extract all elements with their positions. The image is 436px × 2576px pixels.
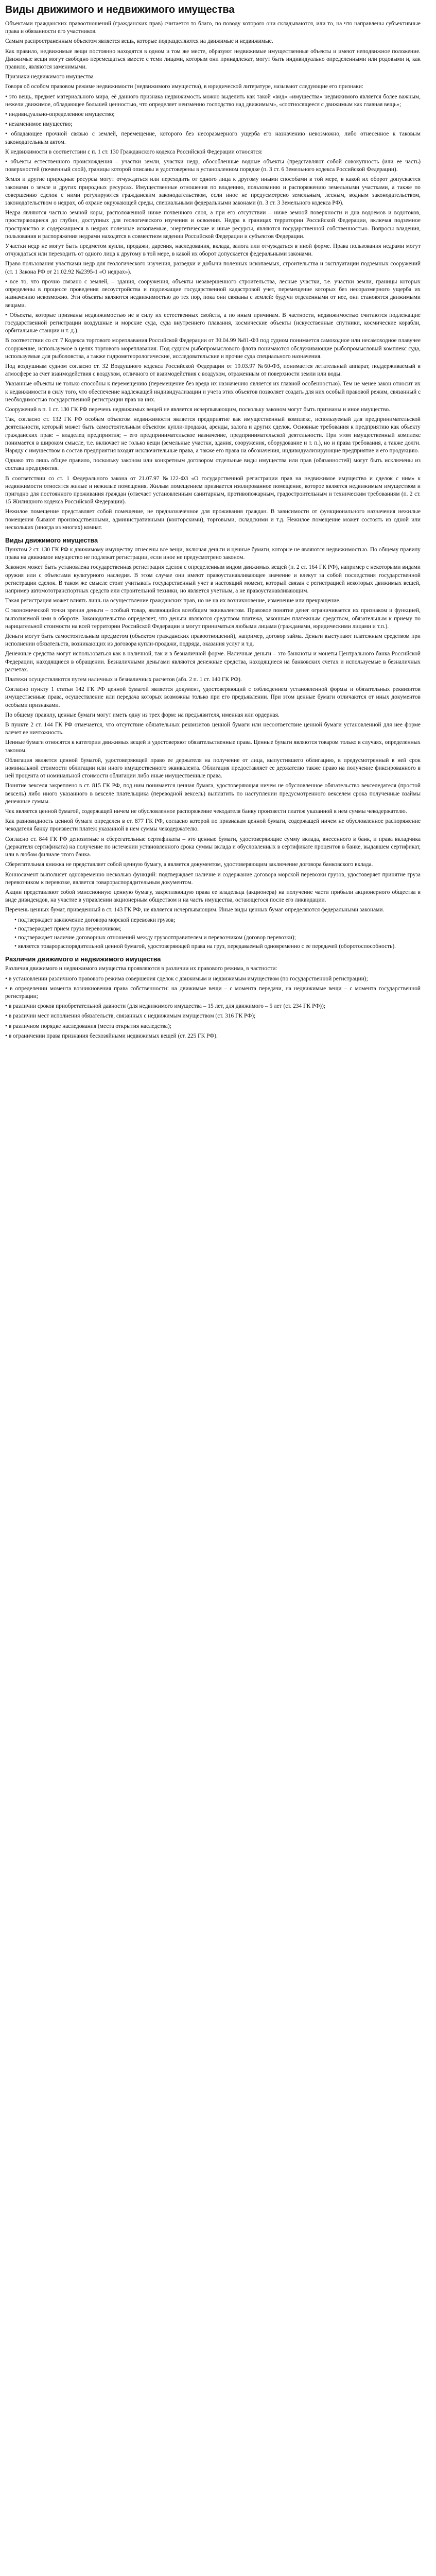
paragraph: Акции представляют собой эмиссионную ценную бумагу, закрепляющую права ее владельца (акционера) на получение части прибыли акционерного общества в виде дивидендов, на участие в управлении акционерным обществом и на часть имущества, остающегося после его ликвидации. [5, 889, 421, 904]
paragraph: • в определении момента возникновения права собственности: на движимые вещи – с момента передачи, на недвижимые вещи – с момента государственной регистрации; [5, 985, 421, 999]
paragraph: Участки недр не могут быть предметом купли, продажи, дарения, наследования, вклада, залога или отчуждаться в иной форме. Права пользования недрами могут отчуждаться или переходить от одного лица к другому в той мере, в какой их оборот допускается федеральными законами. [5, 243, 421, 258]
paragraph: Как разновидность ценной бумаги определен в ст. 877 ГК РФ, согласно которой по признакам ценной бумаги, содержащей ничем не обусловленное распоряжение чекодателя банку произвести платеж указанной в нем суммы чекодержателю. [5, 818, 421, 833]
paragraph: Объектами гражданских правоотношений (гражданских прав) считается то благо, по поводу которого они складываются, или то, на что направлены субъективные права и обязанности его участников. [5, 21, 421, 35]
paragraph: • обладающее прочной связью с землей, перемещение, которого без несоразмерного ущерба его назначению невозможно, либо отнесенное к таковым законодательным актом. [5, 131, 421, 145]
document-body [5, 20, 421, 1040]
paragraph: К недвижимости в соответствии с п. 1 ст. 130 Гражданского кодекса Российской Федерации относятся: [5, 148, 263, 155]
paragraph: Признаки недвижимого имущества [5, 74, 94, 80]
paragraph: Сооружений в п. 1 ст. 130 ГК РФ перечень недвижимых вещей не является исчерпывающим, поскольку законом могут быть признаны и иное имущество. [5, 406, 390, 413]
paragraph: • в различии мест исполнения обязательств, связанных с недвижимым имуществом (ст. 316 ГК РФ); [5, 1013, 256, 1020]
paragraph: Нежилое помещение представляет собой помещение, не предназначенное для проживания граждан. В зависимости от функционального назначения нежилые помещения бывают производственными, административными (конторскими), торговыми, складскими и т.д. Нежилое помещение может состоять из одной или нескольких (иногда из многих) комнат. [5, 509, 421, 531]
paragraph: По общему правилу, ценные бумаги могут иметь одну из трех форм: на предъявителя, именная или ордерная. [5, 711, 280, 718]
paragraph: Перечень ценных бумаг, приведенный в ст. 143 ГК РФ, не является исчерпывающим. Иные виды ценных бумаг определяются федеральными законами. [5, 907, 385, 913]
paragraph: • в ограничении права признания бесхозяйными недвижимых вещей (ст. 225 ГК РФ). [5, 1032, 218, 1039]
page-title: Виды движимого и недвижимого имущества [5, 4, 235, 15]
paragraph: Чек является ценной бумагой, содержащей ничем не обусловленное распоряжение чекодателя банку произвести платеж указанной в нем суммы чекодержателю. [5, 808, 407, 815]
paragraph: Денежные средства могут использоваться как в наличной, так и в безналичной форме. Наличные деньги – это банкноты и монеты Центрального банка Российской Федерации, находящиеся в обращении. Безналичными деньгами являются денежные средства, находящиеся на банковских счетах и используемые в безналичных расчетах. [5, 651, 421, 673]
paragraph: Как правило, недвижимые вещи постоянно находятся в одном и том же месте, образуют недвижимые имущественные объекты и имеют неподвижное положение. Движимые вещи могут свободно перемещаться вместе с теми лицами, которым они принадлежат, могут быть индивидуально определенными или родовыми и, как правило, являются заменимыми. [5, 48, 421, 71]
paragraph: Согласно пункту 1 статьи 142 ГК РФ ценной бумагой является документ, удостоверяющий с соблюдением установленной формы и обязательных реквизитов имущественные права, осуществление или передача которых возможны только при его предъявлении. При этом ценные бумаги отличаются от иных документов особыми признаками. [5, 686, 421, 708]
paragraph: Ценные бумаги относятся к категории движимых вещей и удостоверяют обязательственные права. Ценные бумаги являются товаром только в случаях, определенных законом. [5, 739, 421, 754]
paragraph: В соответствии со ст. 1 Федерального закона от 21.07.97 №122-ФЗ «О государственной регистрации прав на недвижимое имущество и сделок с ним» к недвижимости относятся жилые и нежилые помещения. Жилым помещением признается изолированное помещение, которое является недвижимым имуществом и пригодно для постоянного проживания граждан (отвечает установленным санитарным, противопожарным, градостроительным и техническим требованиям (п. 2 ст. 15 Жилищного кодекса Российской Федерации). [5, 475, 421, 505]
paragraph: Говоря об особом правовом режиме недвижимости (недвижимого имущества), в юридической литературе, называют следующие его признаки: [5, 83, 364, 90]
paragraph: Такая регистрация может влиять лишь на осуществление гражданских прав, но не на их возникновение, изменение или прекращение. [5, 598, 341, 604]
paragraph: Под воздушным судном согласно ст. 32 Воздушного кодекса Российской Федерации от 19.03.97 №60-ФЗ, понимается летательный аппарат, поддерживаемый в атмосфере за счет взаимодействия с воздухом, отличного от взаимодействия с воздухом, отраженным от поверхности земли или воды. [5, 363, 421, 378]
paragraph: Платежи осуществляются путем наличных и безналичных расчетов (абз. 2 п. 1 ст. 140 ГК РФ). [5, 676, 242, 683]
paragraph: Указанные объекты не только способны к перемещению (перемещение без вреда их назначению является их главной особенностью). Тем не менее закон относит их к недвижимости в силу того, что обеспечение надлежащей индивидуализации и учета этих объектов позволяет создать для них особый правовой режим, связанный с необходимостью государственной регистрации прав на них. [5, 381, 421, 403]
paragraph: • объекты естественного происхождения – участки земли, участки недр, обособленные водные объекты (представляют собой совокупность (или ее часть) поверхностей (почвенный слой), границы которой описаны и удостоверены в установленном порядке (п. 3 ст. 6 Земельного кодекса Российской Федерации). [5, 159, 421, 173]
paragraph: • Объекты, которые признаны недвижимостью не в силу их естественных свойств, а по иным причинам. В частности, недвижимостью считаются подлежащие государственной регистрации воздушные и морские суда, суда внутреннего плавания, космические объекты (искусственные спутники, космические корабли, орбитальные станции и т. д.). [5, 312, 421, 334]
paragraph: Самым распространенным объектом является вещь, которые подразделяются на движимые и недвижимые. [5, 38, 273, 45]
paragraph: Однако это лишь общее правило, поскольку законом или конкретным договором отдельные виды имущества или прав (обязанностей) могут быть исключены из состава предприятия. [5, 457, 421, 472]
paragraph: Пунктом 2 ст. 130 ГК РФ к движимому имуществу отнесены все вещи, включая деньги и ценные бумаги, которые не являются недвижимостью. По общему правилу права на движимое имущество не подлежат регистрации, если иное не предусмотрено законом. [5, 546, 421, 561]
section-heading: Различия движимого и недвижимого имущества [5, 956, 161, 963]
paragraph: • в различном порядке наследования (места открытия наследства); [5, 1023, 171, 1029]
paragraph: • индивидуально-определенное имущество; [5, 111, 115, 118]
paragraph: Конносамент выполняет одновременно несколько функций: подтверждает наличие и содержание договора морской перевозки грузов, удостоверяет принятие груза перевозчиком к перевозке, является товарораспорядительным документом. [5, 871, 421, 886]
bullet-list [5, 917, 421, 951]
section-heading: Виды движимого имущества [5, 536, 98, 544]
paragraph: Сберегательная книжка не представляет собой ценную бумагу, а является документом, удостоверяющим заключение договора банковского вклада. [5, 861, 373, 868]
paragraph: • это вещь, предмет материального мира, её данного признака недвижимость можно выделить как такой «вид» «имущества» недвижимого является более важным, нежели движимое, обладающее большей ценностью, что определяет неизменно господство над движимым», «соотносящееся с движимым как главная вещь»; [5, 93, 421, 108]
paragraph: • все то, что прочно связано с землей, – здания, сооружения, объекты незавершенного строительства, лесные участки, т.е. участки земли, границы которых определены в процессе проведения лесоустройства и подлежащие государственной кадастровой учет, перемещение которых без несоразмерного ущерба их назначению невозможно. Эти объекты являются недвижимостью до тех пор, пока они связаны с землей: будучи отделенными от нее, они становятся движимыми вещами. [5, 278, 421, 309]
paragraph: Деньги могут быть самостоятельным предметом (объектом гражданских правоотношений), например, договор займа. Деньги выступают платежным средством при исполнении обязательств, возникающих из договора купли-продажи, подряда, оказания услуг и т.д. [5, 633, 421, 648]
paragraph: Законом может быть установлена государственная регистрация сделок с определенным видом движимых вещей (п. 2 ст. 164 ГК РФ), например с некоторыми видами оружия или с объектами культурного наследия. В этом случае они имеют правоустанавливающее значение и влекут за собой последствия государственной регистрации сделок. В таком же смысле стоит учитывать государственный учет в настоящий момент, который связан с регистрацией некоторых движимых вещей, например автомототранспортных средств или строительной техники, но является учетным, а не правоустанавливающим. [5, 564, 421, 594]
paragraph: Различия движимого и недвижимого имущества проявляются в различии их правового режима, в частности: [5, 965, 277, 972]
paragraph: • в различии сроков приобретательной давности (для недвижимого имущества – 15 лет, для движимого – 5 лет (ст. 234 ГК РФ)); [5, 1003, 325, 1010]
paragraph: Так, согласно ст. 132 ГК РФ особым объектом недвижимости является предприятие как имущественный комплекс, используемый для предпринимательской деятельности, который может быть самостоятельным объектом купли-продажи, аренды, залога и других сделок. Основные требования к предприятию как объекту гражданских прав: – владелец предприятия; – его предпринимательское назначение, предпринимательской деятельности. При этом имущественный комплекс понимается в широком смысле, т.е. включает не только вещи (земельные участки, здания, сооружения, оборудование и т. п.), но и права требования, а также долги. Наряду с имуществом в состав предприятия входят исключительные права, а также его права на обозначения, индивидуализирующие предприятие и его продукцию. [5, 416, 421, 454]
list-item: • подтверждает наличие договорных отношений между грузоотправителем и перевозчиком (договор перевозки); [14, 934, 296, 941]
section [5, 956, 421, 1040]
paragraph: • незаменимое имущество; [5, 121, 73, 128]
paragraph: Облигация является ценной бумагой, удостоверяющей право ее держателя на получение от лица, выпустившего облигацию, в предусмотренный в ней срок номинальной стоимости облигации или иного имущественного эквивалента. Облигация предоставляет ее держателю также право на получение фиксированного в ней процента от номинальной стоимости облигации либо иные имущественные права. [5, 757, 421, 779]
paragraph: Понятие векселя закреплено в ст. 815 ГК РФ, под ним понимается ценная бумага, удостоверяющая ничем не обусловленное обязательство векселедателя (простой вексель) либо иного указанного в векселе плательщика (переводной вексель) выплатить по наступлении предусмотренного векселем срока полученные взаймы денежные суммы. [5, 783, 421, 805]
list-item: • подтверждает прием груза перевозчиком; [14, 925, 121, 932]
list-item: • подтверждает заключение договора морской перевозки грузов; [14, 917, 176, 923]
paragraph: В соответствии со ст. 7 Кодекса торгового мореплавания Российской Федерации от 30.04.99 №81-ФЗ под судном понимается самоходное или несамоходное плавучее сооружение, используемое в целях торгового мореплавания. Под судном рыбопромыслового флота понимаются обслуживающие рыбопромысловый комплекс суда, используемые для рыболовства, а также гидрометеорологические, исследовательские и прочие суда специального назначения. [5, 337, 421, 360]
paragraph: • в установлении различного правового режима совершения сделок с движимым и недвижимым имуществом (по государственной регистрации); [5, 975, 368, 982]
paragraph: Недра являются частью земной коры, расположенной ниже почвенного слоя, а при его отсутствии – ниже земной поверхности и дна водоемов и водотоков, простирающиеся до глубин, доступных для геологического изучения и освоения. Недра в границах территории Российской Федерации, включая подземное пространство и содержащиеся в недрах полезные ископаемые, энергетические и иные ресурсы, являются государственной собственностью. Вопросы владения, пользования и распоряжения недрами находятся в совместном ведении Российской Федерации и субъектов Федерации. [5, 210, 421, 240]
paragraph: С экономической точки зрения деньги – особый товар, являющийся всеобщим эквивалентом. Правовое понятие денег ограничивается их признаком и функцией, выполняемой ими в обороте. Законодательство определяет, что деньги являются средством платежа, законным платежным средством, обязательным к приему по нарицательной стоимости на всей территории Российской Федерации и могут приниматься любыми лицами (гражданами, юридическими лицами и т.п.). [5, 607, 421, 630]
section [5, 20, 421, 532]
paragraph: Земля и другие природные ресурсы могут отчуждаться или переходить от одного лица к другому иными способами в той мере, в какой их оборот допускается законами о земле и других природных ресурсах. Имущественные отношения по владению, пользованию и распоряжению земельными участками, а также по совершению сделок с ними регулируются гражданским законодательством, если иное не предусмотрено земельным, лесным, водным законодательством, законодательством о недрах, об охране окружающей среды, специальными федеральными законами (п. 3 ст. 3 Земельного кодекса РФ). [5, 176, 421, 207]
document-page [0, 0, 426, 1046]
paragraph: Право пользования участками недр для геологического изучения, разведки и добычи полезных ископаемых, строительства и эксплуатации подземных сооружений (ст. 1 Закона РФ от 21.02.92 №2395-1 «О недрах»). [5, 261, 421, 275]
section [5, 537, 421, 951]
paragraph: В пункте 2 ст. 144 ГК РФ отмечается, что отсутствие обязательных реквизитов ценной бумаги или несоответствие ценной бумаги установленной для нее форме влечет ее ничтожность. [5, 722, 421, 736]
list-item: • является товарораспорядительной ценной бумагой, удостоверяющей права на груз, передаваемый одновременно с ее передачей (оборотоспособность). [14, 943, 396, 950]
paragraph: Согласно ст. 844 ГК РФ депозитные и сберегательные сертификаты – это ценные бумаги, удостоверяющие сумму вклада, внесенного в банк, и права вкладчика (держателя сертификата) на получение по истечении установленного срока суммы вклада и обусловленных в сертификате процентов в банке, выдавшем сертификат, или в любом филиале этого банка. [5, 836, 421, 858]
